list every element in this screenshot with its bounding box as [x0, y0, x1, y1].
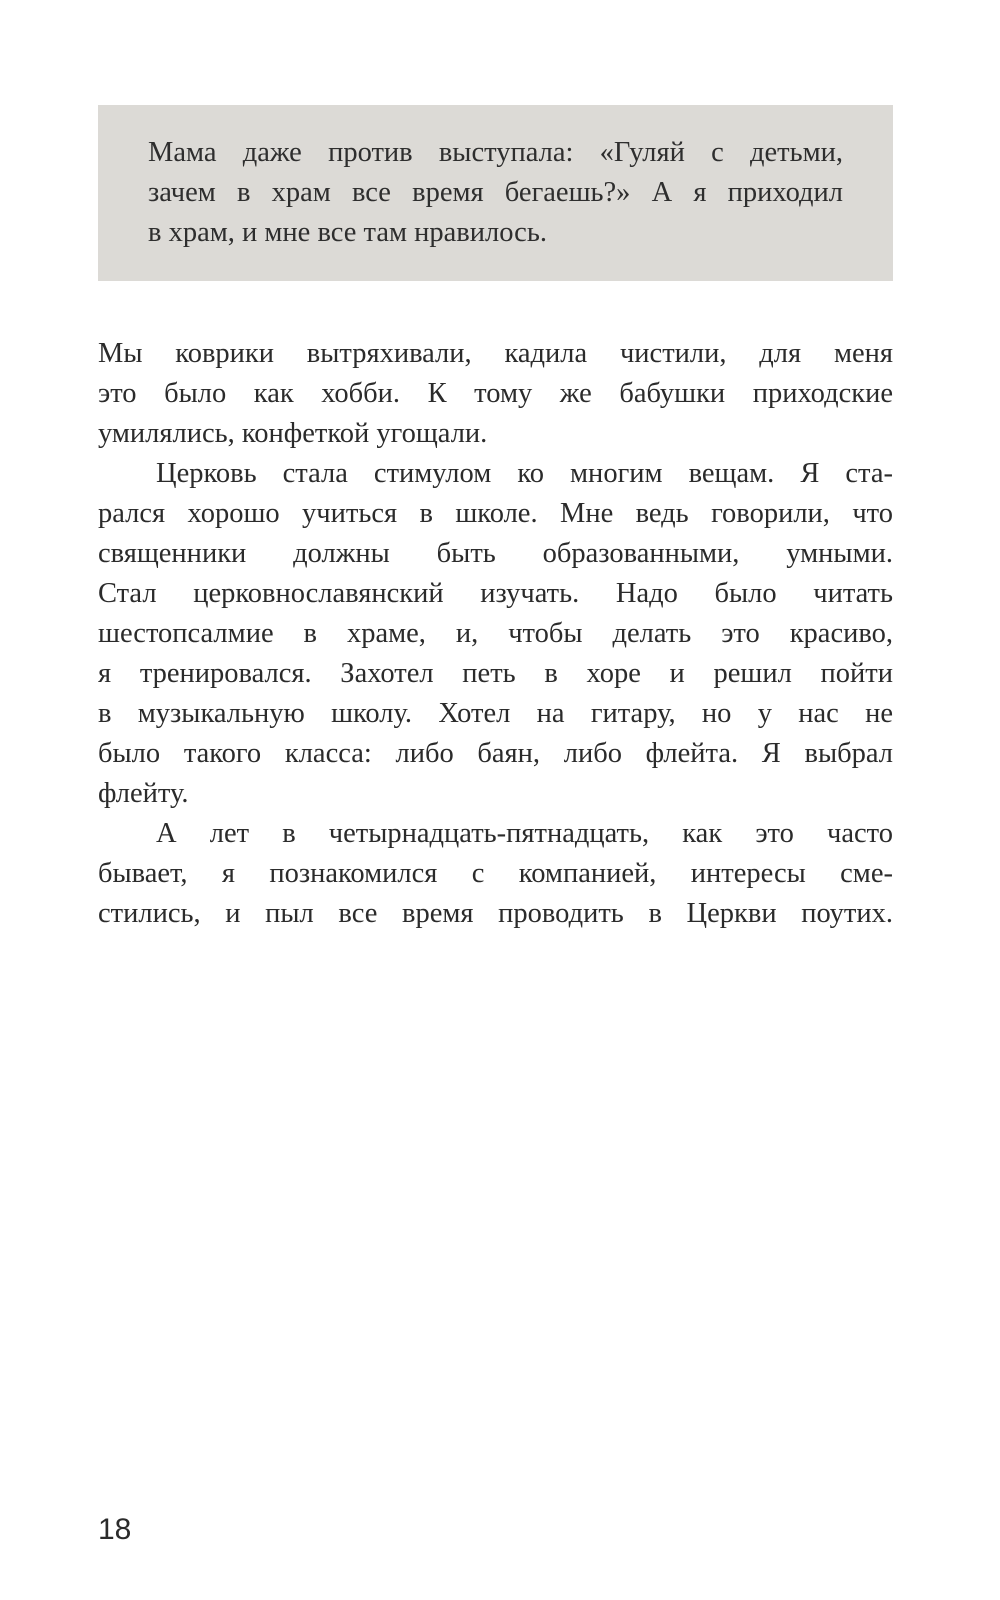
text-line: А лет в четырнадцать-пятнадцать, как это часто — [156, 818, 893, 849]
highlighted-quote-box — [98, 105, 893, 281]
text-line: рался хорошо учиться в школе. Мне ведь говорили, что — [98, 498, 893, 529]
body-text — [98, 334, 893, 934]
text-line: стились, и пыл все время проводить в Церкви поутих. — [98, 898, 893, 929]
quote-line: в храм, и мне все там нравилось. — [148, 217, 547, 248]
text-line: бывает, я познакомился с компанией, интересы сме- — [98, 858, 893, 889]
text-line: Мы коврики вытряхивали, кадила чистили, для меня — [98, 338, 893, 369]
text-line: было такого класса: либо баян, либо флейта. Я выбрал — [98, 738, 893, 769]
text-line: в музыкальную школу. Хотел на гитару, но у нас не — [98, 698, 893, 729]
text-line: это было как хобби. К тому же бабушки приходские — [98, 378, 893, 409]
quote-line: Мама даже против выступала: «Гуляй с детьми, — [148, 137, 843, 168]
text-line: умилялись, конфеткой угощали. — [98, 418, 488, 449]
text-line: священники должны быть образованными, умными. — [98, 538, 893, 569]
quote-line: зачем в храм все время бегаешь?» А я приходил — [148, 177, 843, 208]
text-line: флейту. — [98, 778, 189, 809]
text-line: Церковь стала стимулом ко многим вещам. Я ста- — [156, 458, 893, 489]
text-line: Стал церковнославянский изучать. Надо было читать — [98, 578, 893, 609]
text-line: я тренировался. Захотел петь в хоре и решил пойти — [98, 658, 893, 689]
text-line: шестопсалмие в храме, и, чтобы делать это красиво, — [98, 618, 893, 649]
page-number: 18 — [98, 1513, 132, 1546]
